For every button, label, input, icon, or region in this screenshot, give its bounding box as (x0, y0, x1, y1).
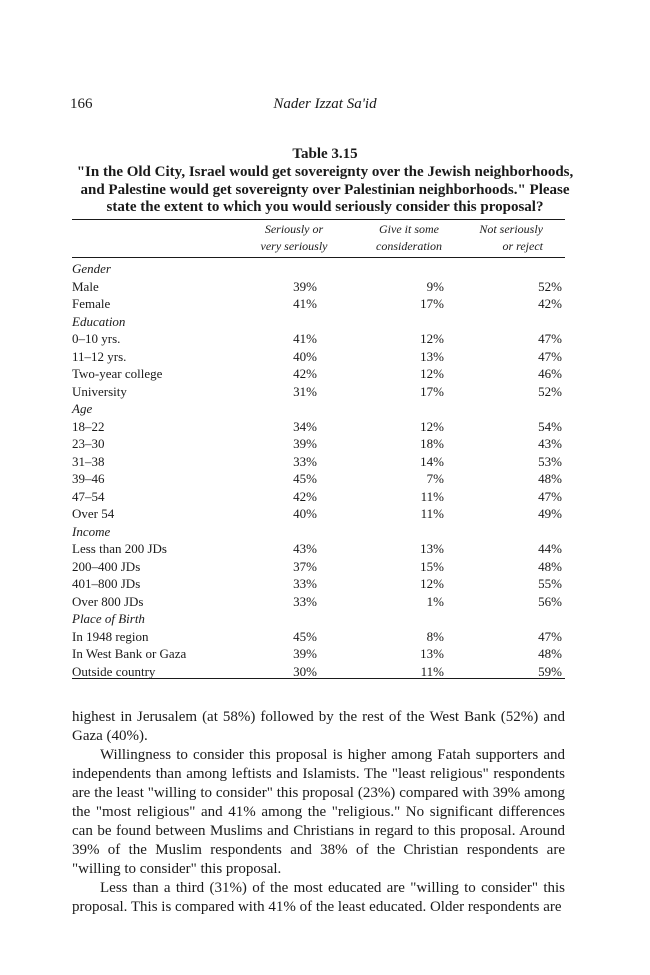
value-some-consideration: 15% (420, 558, 444, 574)
value-not-seriously: 59% (538, 663, 562, 679)
value-not-seriously: 47% (538, 628, 562, 644)
value-seriously: 41% (293, 331, 317, 346)
row-label: 401–800 JDs (72, 576, 141, 591)
value-not-seriously: 47% (538, 331, 562, 346)
value-seriously: 45% (293, 628, 317, 644)
table-row (72, 575, 565, 593)
row-label: 31–38 (72, 453, 105, 469)
value-seriously: 43% (293, 541, 317, 556)
value-not-seriously: 53% (538, 453, 562, 469)
value-not-seriously: 44% (538, 541, 562, 556)
table-row (72, 278, 565, 296)
table-row (72, 470, 565, 488)
table-row (72, 330, 565, 348)
value-not-seriously: 42% (538, 296, 562, 311)
value-some-consideration: 9% (426, 278, 444, 294)
value-some-consideration: 11% (420, 506, 444, 521)
value-seriously: 45% (293, 471, 317, 486)
table-row (72, 453, 565, 471)
value-not-seriously: 47% (538, 348, 562, 364)
body-paragraph: Willingness to consider this proposal is higher among Fatah supporters and independents than among leftists and Islamists. The "least religious" respondents are the least "willing to consider" this proposal (23%) compared with 39% among the "most religious" and 41% among the "religious." No significant differences can be found between Muslims and Christians in regard to this proposal. Around 39% of the Muslim respondents and 38% of the Christian respondents are "willing to consider" this proposal. (72, 747, 565, 877)
value-seriously: 40% (293, 506, 317, 521)
table-group-label (72, 610, 565, 628)
table-number: Table 3.15 (292, 146, 358, 162)
row-label: 39–46 (72, 471, 105, 486)
row-label: 18–22 (72, 418, 105, 434)
table-row (72, 435, 565, 453)
value-some-consideration: 8% (426, 628, 444, 644)
value-seriously: 39% (293, 436, 317, 451)
value-seriously: 42% (293, 488, 317, 504)
value-some-consideration: 1% (426, 593, 444, 609)
value-seriously: 33% (293, 593, 317, 609)
row-label: 0–10 yrs. (72, 331, 121, 346)
row-label: Two-year college (72, 366, 163, 381)
value-not-seriously: 43% (538, 436, 562, 451)
column-header-3-line1: Not seriously (479, 222, 543, 236)
value-not-seriously: 47% (538, 488, 562, 504)
group-label: Place of Birth (72, 611, 145, 626)
value-not-seriously: 48% (538, 646, 562, 661)
value-seriously: 40% (293, 348, 317, 364)
value-some-consideration: 11% (420, 488, 444, 504)
table-row (72, 558, 565, 576)
table-row (72, 418, 565, 436)
value-some-consideration: 12% (420, 418, 444, 434)
value-some-consideration: 13% (420, 348, 444, 364)
table-row (72, 645, 565, 663)
value-seriously: 33% (293, 453, 317, 469)
group-label: Age (72, 401, 93, 416)
table-top-rule (72, 219, 565, 220)
group-label: Income (72, 523, 111, 539)
row-label: 11–12 yrs. (72, 348, 127, 364)
row-label: 47–54 (72, 488, 105, 504)
value-some-consideration: 13% (420, 646, 444, 661)
value-not-seriously: 48% (538, 558, 562, 574)
table-row (72, 628, 565, 646)
row-label: Outside country (72, 663, 156, 679)
table-group-label (72, 260, 565, 278)
table-row (72, 348, 565, 366)
value-some-consideration: 17% (420, 383, 444, 399)
running-head: Nader Izzat Sa'id (273, 96, 377, 112)
body-text (72, 708, 565, 917)
table-row (72, 295, 565, 313)
value-not-seriously: 49% (538, 506, 562, 521)
row-label: 23–30 (72, 436, 105, 451)
column-header-1-line1: Seriously or (264, 222, 324, 236)
value-seriously: 30% (293, 663, 317, 679)
value-some-consideration: 7% (426, 471, 444, 486)
table-header-rule (72, 257, 565, 258)
column-header-1-line2: very seriously (260, 239, 328, 253)
row-label: Over 800 JDs (72, 593, 144, 609)
value-some-consideration: 17% (420, 296, 444, 311)
row-label: In West Bank or Gaza (72, 646, 187, 661)
table-group-label (72, 523, 565, 541)
value-not-seriously: 54% (538, 418, 562, 434)
table-bottom-rule (72, 678, 565, 679)
row-label: Female (72, 296, 111, 311)
page-number: 166 (70, 96, 93, 112)
value-some-consideration: 12% (420, 576, 444, 591)
column-header-2-line2: consideration (376, 239, 442, 253)
value-not-seriously: 52% (538, 278, 562, 294)
value-some-consideration: 14% (420, 453, 444, 469)
row-label: Male (72, 278, 99, 294)
row-label: In 1948 region (72, 628, 149, 644)
table-body (72, 260, 565, 680)
value-some-consideration: 18% (420, 436, 444, 451)
table-group-label (72, 400, 565, 418)
body-paragraph: Less than a third (31%) of the most educated are "willing to consider" this proposal. This is compared with 41% of the least educated. Older respondents are (72, 880, 565, 915)
value-some-consideration: 13% (420, 541, 444, 556)
column-header-3 (413, 221, 543, 255)
table-row (72, 365, 565, 383)
table-group-label (72, 313, 565, 331)
table-row (72, 505, 565, 523)
table-row (72, 540, 565, 558)
value-not-seriously: 52% (538, 383, 562, 399)
value-some-consideration: 12% (420, 331, 444, 346)
row-label: University (72, 383, 127, 399)
value-seriously: 42% (293, 366, 317, 381)
value-seriously: 31% (293, 383, 317, 399)
value-some-consideration: 11% (420, 663, 444, 679)
value-seriously: 33% (293, 576, 317, 591)
row-label: 200–400 JDs (72, 558, 141, 574)
table-row (72, 593, 565, 611)
value-seriously: 39% (293, 646, 317, 661)
table-row (72, 488, 565, 506)
value-seriously: 34% (293, 418, 317, 434)
body-paragraph: highest in Jerusalem (at 58%) followed by the rest of the West Bank (52%) and Gaza (40%). (72, 709, 565, 744)
value-not-seriously: 46% (538, 366, 562, 381)
column-header-2-line1: Give it some (379, 222, 439, 236)
column-header-3-line2: or reject (502, 239, 543, 253)
value-not-seriously: 55% (538, 576, 562, 591)
group-label: Gender (72, 261, 111, 276)
group-label: Education (72, 313, 126, 329)
row-label: Less than 200 JDs (72, 541, 167, 556)
value-seriously: 39% (293, 278, 317, 294)
row-label: Over 54 (72, 506, 115, 521)
value-not-seriously: 56% (538, 593, 562, 609)
table-row (72, 383, 565, 401)
table-title: "In the Old City, Israel would get sovereignty over the Jewish neighborhoods, and Palestine would get sovereignty over Palestinian neighborhoods." Please state the extent to which you would seriously consider this proposal? (76, 164, 574, 215)
value-some-consideration: 12% (420, 366, 444, 381)
value-seriously: 37% (293, 558, 317, 574)
value-seriously: 41% (293, 296, 317, 311)
value-not-seriously: 48% (538, 471, 562, 486)
